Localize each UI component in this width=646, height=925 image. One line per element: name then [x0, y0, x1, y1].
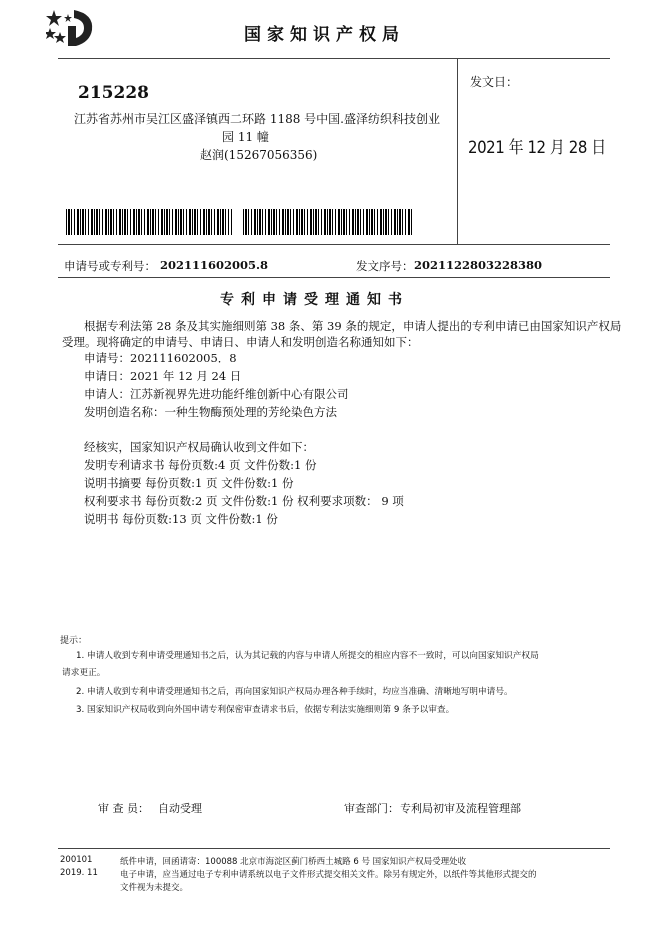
intro-line-1: 根据专利法第 28 条及其实施细则第 38 条、第 39 条的规定，申请人提出的专利申请已由国家知识产权局 [84, 319, 622, 333]
app-no-label: 申请号或专利号： [64, 259, 156, 273]
applicant-line: 申请人：江苏新视界先进功能纤维创新中心有限公司 [84, 387, 349, 401]
cnipa-logo [46, 8, 98, 48]
footer-line-3: 文件视为未提交。 [120, 883, 189, 893]
form-version: 2019. 11 [60, 868, 98, 878]
address-line-2: 园 11 幢 [222, 130, 269, 144]
top-rule [58, 58, 610, 59]
filing-date-line: 申请日：2021 年 12 月 24 日 [84, 369, 242, 383]
app-no-value: 202111602005.8 [160, 258, 269, 272]
barcode-right [243, 209, 413, 235]
ref-rule [58, 277, 610, 278]
contact: 赵润(15267056356) [200, 148, 318, 162]
document-item: 权利要求书 每份页数:2 页 文件份数:1 份 权利要求项数： 9 项 [84, 494, 404, 508]
issue-date-label: 发文日： [470, 75, 519, 89]
examiner-value: 自动受理 [158, 802, 202, 815]
examiner-label: 审 查 员： [98, 802, 149, 815]
notice-title: 专利申请受理通知书 [220, 292, 409, 308]
tip-1-line-2: 请求更正。 [62, 668, 106, 678]
address-line-1: 江苏省苏州市吴江区盛泽镇西二环路 1188 号中国.盛泽纺织科技创业 [74, 112, 440, 126]
footer-line-2: 电子申请，应当通过电子专利申请系统以电子文件形式提交相关文件。除另有规定外，以纸件等其他形式提交的 [120, 870, 537, 880]
form-code: 200101 [60, 855, 93, 865]
postcode: 215228 [78, 83, 149, 103]
footer-line-1: 纸件申请，回函请寄：100088 北京市海淀区蓟门桥西土城路 6 号 国家知识产权局受理处收 [120, 857, 467, 867]
dept-value: 专利局初审及流程管理部 [400, 802, 521, 815]
dept-label: 审查部门： [344, 802, 399, 815]
invention-title-line: 发明创造名称：一种生物酶预处理的芳纶染色方法 [84, 405, 337, 419]
tip-1-line-1: 1. 申请人收到专利申请受理通知书之后，认为其记载的内容与申请人所提交的相应内容不一致时，可以向国家知识产权局 [76, 651, 539, 661]
app-no-line: 申请号：202111602005．8 [84, 351, 237, 365]
issue-date-value: 2021 年 12 月 28 日 [468, 138, 606, 158]
intro-line-2: 受理。现将确定的申请号、申请日、申请人和发明创造名称通知如下： [62, 335, 419, 349]
date-divider [457, 58, 458, 244]
tips-heading: 提示： [60, 636, 88, 646]
document-item: 说明书 每份页数:13 页 文件份数:1 份 [84, 512, 278, 526]
barcode-left [66, 209, 232, 235]
frame-bottom-rule [58, 244, 610, 245]
document-item: 发明专利请求书 每份页数:4 页 文件份数:1 份 [84, 458, 317, 472]
footer-rule [58, 848, 610, 849]
tip-3: 3. 国家知识产权局收到向外国申请专利保密审查请求书后，依据专利法实施细则第 9 条予以审查。 [76, 705, 455, 715]
document-item: 说明书摘要 每份页数:1 页 文件份数:1 份 [84, 476, 294, 490]
verify-line: 经核实，国家知识产权局确认收到文件如下： [84, 440, 314, 454]
office-title: 国家知识产权局 [244, 25, 405, 45]
serial-label: 发文序号： [356, 259, 414, 273]
tip-2: 2. 申请人收到专利申请受理通知书之后，再向国家知识产权局办理各种手续时，均应当准确、清晰地写明申请号。 [76, 687, 513, 697]
serial-value: 2021122803228380 [414, 258, 543, 272]
